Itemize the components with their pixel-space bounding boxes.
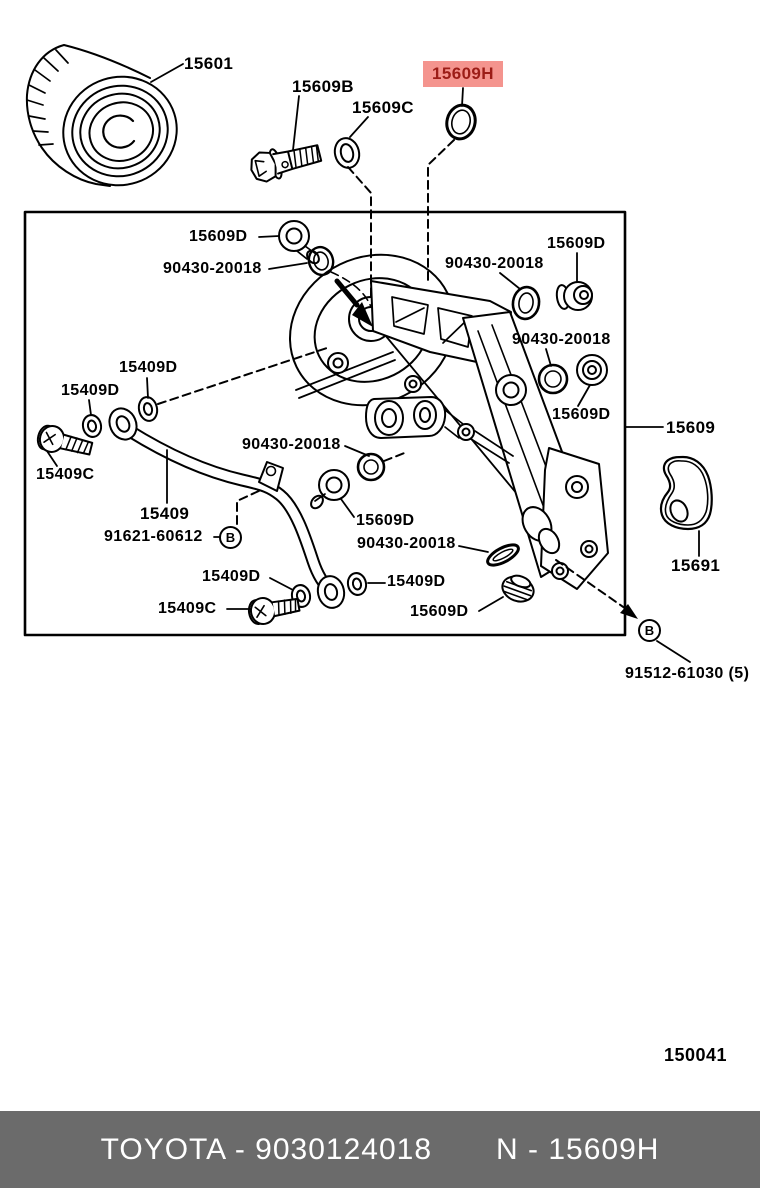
part-label-90430-20018-5[interactable]: 90430-20018 xyxy=(357,535,456,552)
part-label-90430-20018-4[interactable]: 90430-20018 xyxy=(242,436,341,453)
part-label-15409c-1[interactable]: 15409C xyxy=(36,466,95,483)
washer-15609c-drawing xyxy=(332,136,363,171)
fastener-marker-b-1: B xyxy=(219,526,242,549)
part-label-15409c-2[interactable]: 15409C xyxy=(158,600,217,617)
footer-bar xyxy=(0,1111,760,1188)
part-label-15609d-5[interactable]: 15609D xyxy=(410,603,469,620)
part-label-15609d-3[interactable]: 15609D xyxy=(552,406,611,423)
footer-part-reference: N - 15609H xyxy=(496,1132,660,1166)
part-label-90430-20018-3[interactable]: 90430-20018 xyxy=(512,331,611,348)
part-label-15409[interactable]: 15409 xyxy=(140,504,190,523)
part-label-15609c[interactable]: 15609C xyxy=(352,98,414,117)
part-label-15609d-2[interactable]: 15609D xyxy=(547,235,606,252)
part-label-15609[interactable]: 15609 xyxy=(666,418,716,437)
part-label-15609d-1[interactable]: 15609D xyxy=(189,228,248,245)
part-label-15601[interactable]: 15601 xyxy=(184,54,234,73)
oring-15609h-drawing xyxy=(443,102,478,142)
figure-code: 150041 xyxy=(664,1045,728,1065)
fastener-marker-b-2: B xyxy=(638,619,661,642)
part-label-15409d-1[interactable]: 15409D xyxy=(119,359,178,376)
union-bolt-drawing xyxy=(248,138,323,184)
gasket-15691-drawing xyxy=(661,457,712,529)
part-label-91621-60612[interactable]: 91621-60612 xyxy=(104,528,203,545)
part-label-15409d-2[interactable]: 15409D xyxy=(61,382,120,399)
part-label-15691[interactable]: 15691 xyxy=(671,556,721,575)
part-label-90430-20018-1[interactable]: 90430-20018 xyxy=(163,260,262,277)
part-label-15409d-4[interactable]: 15409D xyxy=(387,573,446,590)
footer-catalog-number: TOYOTA - 9030124018 xyxy=(100,1132,432,1166)
part-label-15609b[interactable]: 15609B xyxy=(292,77,354,96)
part-label-15409d-3[interactable]: 15409D xyxy=(202,568,261,585)
part-label-15609d-4[interactable]: 15609D xyxy=(356,512,415,529)
part-label-91512-61030[interactable]: 91512-61030 (5) xyxy=(625,665,750,682)
part-label-90430-20018-2[interactable]: 90430-20018 xyxy=(445,255,544,272)
highlighted-part-label-15609h[interactable]: 15609H xyxy=(423,61,503,87)
oil-filter-drawing xyxy=(27,45,191,200)
